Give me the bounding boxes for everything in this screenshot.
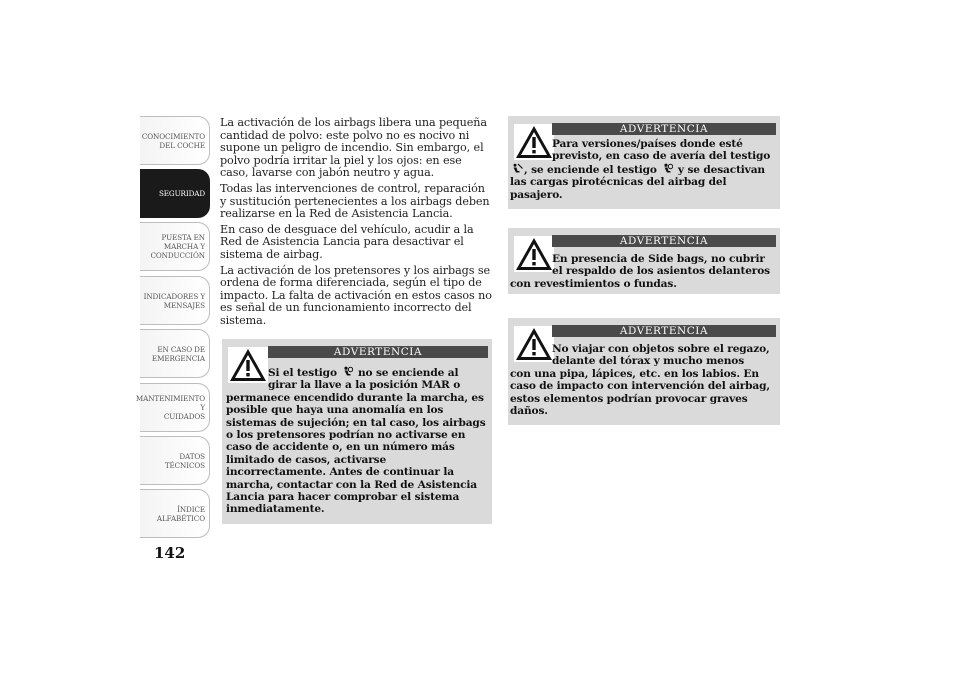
warning-text-part: con revestimientos o fundas. (510, 277, 677, 290)
tab-indice-alfabetico[interactable] (140, 489, 210, 538)
warning-text-part: no se enciende al girar la llave a la posición MAR o (268, 367, 461, 392)
airbag-warning-icon (661, 163, 673, 175)
tab-label: CONDUCCIÓN (150, 251, 205, 260)
warning-text-part: y se desactivan las cargas pirotécnicas del airbag del pasajero. (510, 163, 765, 201)
warning-heading: ADVERTENCIA (552, 123, 776, 135)
tab-label: PUESTA EN (161, 233, 205, 242)
passenger-airbag-off-icon (511, 163, 523, 175)
warning-text (226, 366, 488, 516)
tab-puesta-en-marcha[interactable] (140, 222, 210, 271)
warning-text-part: con una pipa, lápices, etc. en los labios. En caso de impacto con intervención del airbag, estos elementos podrían provocar graves daños. (510, 367, 770, 418)
tab-label: MENSAJES (163, 300, 205, 310)
tab-conocimiento-del-coche[interactable] (140, 116, 210, 165)
warning-text-part: No viajar con objetos sobre el regazo, delante del tórax y mucho menos (552, 343, 770, 368)
warning-text (510, 343, 776, 417)
warning-box-airbag-light (222, 339, 492, 524)
warning-text (510, 138, 776, 201)
tab-label: MANTENIMIENTO Y (135, 394, 205, 412)
page-number: 142 (154, 544, 186, 562)
body-text-column (220, 117, 492, 331)
tab-mantenimiento-y-cuidados[interactable] (135, 383, 210, 432)
body-paragraph: En caso de desguace del vehículo, acudir a la Red de Asistencia Lancia para desactivar el sistema de airbag. (220, 222, 474, 261)
warning-text-part: , se enciende el testigo (524, 163, 657, 176)
tab-label: EN CASO DE (157, 344, 205, 354)
warning-heading: ADVERTENCIA (268, 346, 488, 358)
warning-heading: ADVERTENCIA (552, 325, 776, 337)
body-paragraph: La activación de los airbags libera una pequeña cantidad de polvo: este polvo no es nocivo ni supone un peligro de incendio. Sin embargo, el polvo podría irritar la piel y los ojos: en ese caso, lavarse con jabón neutro y agua. (220, 116, 487, 180)
tab-seguridad[interactable] (140, 169, 210, 218)
tab-label: MARCHA Y (163, 242, 205, 251)
tab-label: DEL COCHE (159, 140, 205, 150)
tab-label: DATOS TÉCNICOS (164, 451, 205, 470)
tab-label: INDICADORES Y (143, 291, 205, 301)
warning-text-part: Si el testigo (268, 367, 337, 379)
airbag-warning-icon (341, 366, 353, 378)
warning-text (510, 253, 776, 290)
tab-datos-tecnicos[interactable] (140, 436, 210, 485)
body-paragraph: La activación de los pretensores y los airbags se ordena de forma diferenciada, según el tipo de impacto. La falta de activación en estos casos no es señal de un funcionamiento incorrecto del sistema. (220, 263, 492, 327)
warning-text-part: En presencia de Side bags, no cubrir el respaldo de los asientos delanteros (552, 253, 770, 278)
warning-heading: ADVERTENCIA (552, 235, 776, 247)
tab-label: ÍNDICE (177, 504, 205, 514)
warning-box-passenger-airbag (508, 116, 780, 209)
tab-en-caso-de-emergencia[interactable] (140, 329, 210, 378)
tab-label: ALFABÉTICO (156, 513, 205, 523)
tab-label: EMERGENCIA (151, 353, 205, 363)
tab-label: CONOCIMIENTO (141, 131, 205, 141)
warning-box-objects-lap (508, 318, 780, 425)
warning-text-part: Para versiones/países donde esté previsto, en caso de avería del testigo (552, 138, 771, 163)
warning-text-part: permanece encendido durante la marcha, es posible que haya una anomalía en los sistemas de sujeción; en tal caso, los airbags o los pretensores podrían no activarse en caso de accidente o, en un número más limitado de casos, activarse incorrectamente. Antes de continuar la marcha, contactar con la Red de Asistencia Lancia para hacer comprobar el sistema inmediatamente. (226, 391, 486, 516)
tab-label: CUIDADOS (163, 412, 205, 421)
body-paragraph: Todas las intervenciones de control, reparación y sustitución pertenecientes a los airbags deben realizarse en la Red de Asistencia Lancia. (220, 181, 490, 221)
warning-box-side-bags (508, 228, 780, 294)
tab-label: SEGURIDAD (158, 189, 205, 198)
tab-indicadores-y-mensajes[interactable] (140, 276, 210, 325)
